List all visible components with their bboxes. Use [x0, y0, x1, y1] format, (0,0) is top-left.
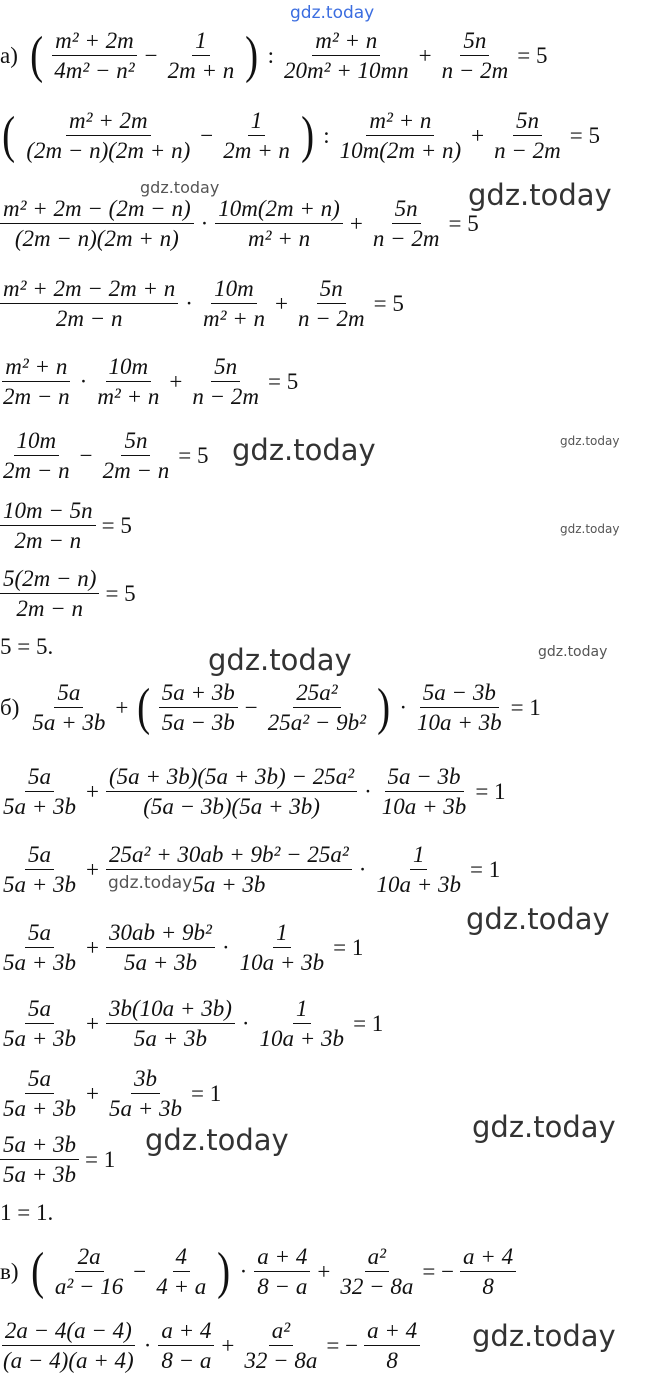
fraction: $\frac{\text{m² + 2m − 2m + n}}{2m - n}$	[0, 276, 178, 332]
fraction: $\frac{\text{25a²}}{\text{25a² − 9b²}}$	[267, 680, 367, 736]
fraction: $\frac{10m}{\text{m² + n}}$	[202, 276, 265, 332]
part-b-line-2: $\frac{5a}{5a + 3b}$ + $\frac{\text{(5a + 3b)(5a + 3b) − 25a²}}{(5a - 3b)(5a + 3b)}$ · $\frac{5a - 3b}{10a + 3b}$ = 1	[0, 764, 506, 820]
watermark: gdz.today	[538, 644, 608, 660]
open-paren: (	[2, 106, 16, 164]
part-c-line-1: в) ( $\frac{2a}{\text{a² − 16}}$ − $\frac{4}{4 + a}$ ) · $\frac{a + 4}{8 - a}$ + $\frac{\text{a²}}{32 - 8a}$ = − $\frac{a + 4}{8}$	[0, 1244, 516, 1300]
fraction: $\frac{5a}{5a + 3b}$	[3, 1066, 77, 1122]
fraction: $\frac{5n}{2m - n}$	[102, 428, 170, 484]
fraction: $\frac{5a - 3b}{10a + 3b}$	[417, 680, 502, 736]
part-b-label: б)	[0, 694, 20, 720]
fraction: $\frac{1}{10a + 3b}$	[239, 920, 325, 976]
part-a-label: а)	[0, 42, 18, 68]
fraction: $\frac{5n}{n - 2m}$	[494, 108, 561, 164]
fraction: $\frac{10m}{\text{m² + n}}$	[97, 354, 160, 410]
part-a-line-6: $\frac{10m}{2m - n}$ − $\frac{5n}{2m - n}$ = 5	[0, 428, 209, 484]
fraction: $\frac{1}{2m + n}$	[223, 108, 290, 164]
close-paren: )	[245, 26, 259, 84]
part-a-line-8: $\frac{5(2m - n)}{2m - n}$ = 5	[0, 566, 136, 622]
fraction: $\frac{\text{a²}}{32 - 8a}$	[340, 1244, 414, 1300]
part-b-line-8: 1 = 1.	[0, 1200, 54, 1225]
fraction: $\frac{10m - 5n}{2m - n}$	[0, 498, 96, 554]
fraction: $\frac{\text{25a² + 30ab + 9b² − 25a²}}{5a + 3b}$	[106, 842, 352, 898]
fraction: $\frac{5a + 3b}{5a - 3b}$	[159, 680, 238, 736]
part-c-label: в)	[0, 1258, 19, 1284]
watermark: gdz.today	[140, 178, 220, 197]
fraction: $\frac{10m}{2m - n}$	[3, 428, 70, 484]
open-paren: (	[30, 1242, 44, 1300]
part-a-line-1: а) ( $\frac{\text{m² + 2m}}{\text{4m² − n²}}$ − $\frac{1}{2m + n}$ ) : $\frac{\text{m² + n}}{\text{20m² + 10mn}}$ + $\frac{5n}{n - 2m}$ = 5	[0, 26, 548, 84]
watermark: gdz.today	[208, 643, 352, 677]
open-paren: (	[30, 26, 44, 84]
fraction: $\frac{\text{30ab + 9b²}}{5a + 3b}$	[106, 920, 215, 976]
part-b-line-6: $\frac{5a}{5a + 3b}$ + $\frac{3b}{5a + 3b}$ = 1	[0, 1066, 221, 1122]
fraction: $\frac{\text{a²}}{32 - 8a}$	[244, 1318, 318, 1374]
watermark: gdz.today	[472, 1319, 616, 1353]
watermark: gdz.today	[232, 433, 376, 467]
part-b-line-3: $\frac{5a}{5a + 3b}$ + $\frac{\text{25a² + 30ab + 9b² − 25a²}}{5a + 3b}$ · $\frac{1}{10a + 3b}$ = 1	[0, 842, 500, 898]
fraction: $\frac{1}{2m + n}$	[167, 28, 235, 84]
close-paren: )	[217, 1242, 231, 1300]
part-b-line-7: $\frac{5a + 3b}{5a + 3b}$ = 1	[0, 1132, 115, 1188]
fraction: $\frac{5a}{5a + 3b}$	[32, 680, 106, 736]
close-paren: )	[301, 106, 315, 164]
watermark: gdz.today	[560, 522, 620, 536]
fraction: $\frac{a + 4}{8}$	[364, 1318, 420, 1374]
fraction: $\frac{5n}{n - 2m}$	[192, 354, 259, 410]
part-a-line-5: $\frac{\text{m² + n}}{2m - n}$ · $\frac{10m}{\text{m² + n}}$ + $\frac{5n}{n - 2m}$ = 5	[0, 354, 298, 410]
fraction: $\frac{10m(2m + n)}{\text{m² + n}}$	[215, 196, 343, 252]
fraction: $\frac{2a - 4(a - 4)}{(a - 4)(a + 4)}$	[3, 1318, 134, 1374]
fraction: $\frac{5a - 3b}{10a + 3b}$	[381, 764, 467, 820]
fraction: $\frac{\text{m² + n}}{2m - n}$	[3, 354, 70, 410]
part-b-line-4: $\frac{5a}{5a + 3b}$ + $\frac{\text{30ab + 9b²}}{5a + 3b}$ · $\frac{1}{10a + 3b}$ = 1	[0, 920, 363, 976]
fraction: $\frac{5a}{5a + 3b}$	[3, 842, 77, 898]
fraction: $\frac{\text{m² + n}}{\text{20m² + 10mn}}$	[283, 28, 409, 84]
fraction: $\frac{a + 4}{8 - a}$	[254, 1244, 310, 1300]
open-paren: (	[137, 678, 151, 736]
fraction: $\frac{5(2m - n)}{2m - n}$	[0, 566, 99, 622]
fraction: $\frac{5n}{n - 2m}$	[441, 28, 509, 84]
watermark-top: gdz.today	[290, 3, 375, 23]
close-paren: )	[377, 678, 391, 736]
part-b-line-1: б) $\frac{5a}{5a + 3b}$ + ( $\frac{5a + 3b}{5a - 3b}$ − $\frac{\text{25a²}}{\text{25a² − 9b²}}$ ) · $\frac{5a - 3b}{10a + 3b}$ = 1	[0, 678, 541, 736]
watermark: gdz.today	[108, 873, 193, 893]
fraction: $\frac{5n}{n - 2m}$	[297, 276, 365, 332]
fraction: $\frac{5a}{5a + 3b}$	[3, 920, 77, 976]
watermark: gdz.today	[560, 434, 620, 448]
part-a-line-7: $\frac{10m - 5n}{2m - n}$ = 5	[0, 498, 132, 554]
fraction: $\frac{5n}{n - 2m}$	[372, 196, 440, 252]
part-a-line-4: $\frac{\text{m² + 2m − 2m + n}}{2m - n}$ · $\frac{10m}{\text{m² + n}}$ + $\frac{5n}{n - 2m}$ = 5	[0, 276, 404, 332]
watermark: gdz.today	[472, 1110, 616, 1144]
fraction: $\frac{\text{m² + n}}{10m(2m + n)}$	[339, 108, 462, 164]
fraction: $\frac{4}{4 + a}$	[156, 1244, 207, 1300]
watermark: gdz.today	[145, 1123, 289, 1157]
fraction: $\frac{5a + 3b}{5a + 3b}$	[0, 1132, 79, 1188]
part-b-line-5: $\frac{5a}{5a + 3b}$ + $\frac{3b(10a + 3b)}{5a + 3b}$ · $\frac{1}{10a + 3b}$ = 1	[0, 996, 383, 1052]
part-a-line-3: $\frac{\text{m² + 2m − (2m − n)}}{(2m - n)(2m + n)}$ · $\frac{10m(2m + n)}{\text{m² + n}}$ + $\frac{5n}{n - 2m}$ = 5	[0, 196, 479, 252]
part-c-line-2: $\frac{2a - 4(a - 4)}{(a - 4)(a + 4)}$ · $\frac{a + 4}{8 - a}$ + $\frac{\text{a²}}{32 - 8a}$ = − $\frac{a + 4}{8}$	[0, 1318, 420, 1374]
fraction: $\frac{\text{m² + 2m − (2m − n)}}{(2m - n)(2m + n)}$	[0, 196, 194, 252]
fraction: $\frac{1}{10a + 3b}$	[376, 842, 461, 898]
fraction: $\frac{2a}{\text{a² − 16}}$	[54, 1244, 124, 1300]
fraction: $\frac{5a}{5a + 3b}$	[3, 996, 77, 1052]
fraction: $\frac{a + 4}{8 - a}$	[158, 1318, 214, 1374]
part-a-line-2: ( $\frac{\text{m² + 2m}}{(2m - n)(2m + n)}$ − $\frac{1}{2m + n}$ ) : $\frac{\text{m² + n}}{10m(2m + n)}$ + $\frac{5n}{n - 2m}$ = 5	[2, 106, 600, 164]
part-a-line-9: 5 = 5.	[0, 634, 54, 659]
watermark: gdz.today	[466, 902, 610, 936]
fraction: $\frac{5a}{5a + 3b}$	[3, 764, 77, 820]
fraction: $\frac{3b}{5a + 3b}$	[109, 1066, 183, 1122]
fraction: $\frac{3b(10a + 3b)}{5a + 3b}$	[106, 996, 235, 1052]
fraction: $\frac{1}{10a + 3b}$	[259, 996, 345, 1052]
fraction: $\frac{\text{m² + 2m}}{\text{4m² − n²}}$	[51, 28, 137, 84]
fraction: $\frac{\text{(5a + 3b)(5a + 3b) − 25a²}}{(5a - 3b)(5a + 3b)}$	[106, 764, 357, 820]
fraction: $\frac{\text{m² + 2m}}{(2m - n)(2m + n)}$	[26, 108, 191, 164]
watermark: gdz.today	[468, 178, 612, 212]
fraction: $\frac{a + 4}{8}$	[460, 1244, 516, 1300]
